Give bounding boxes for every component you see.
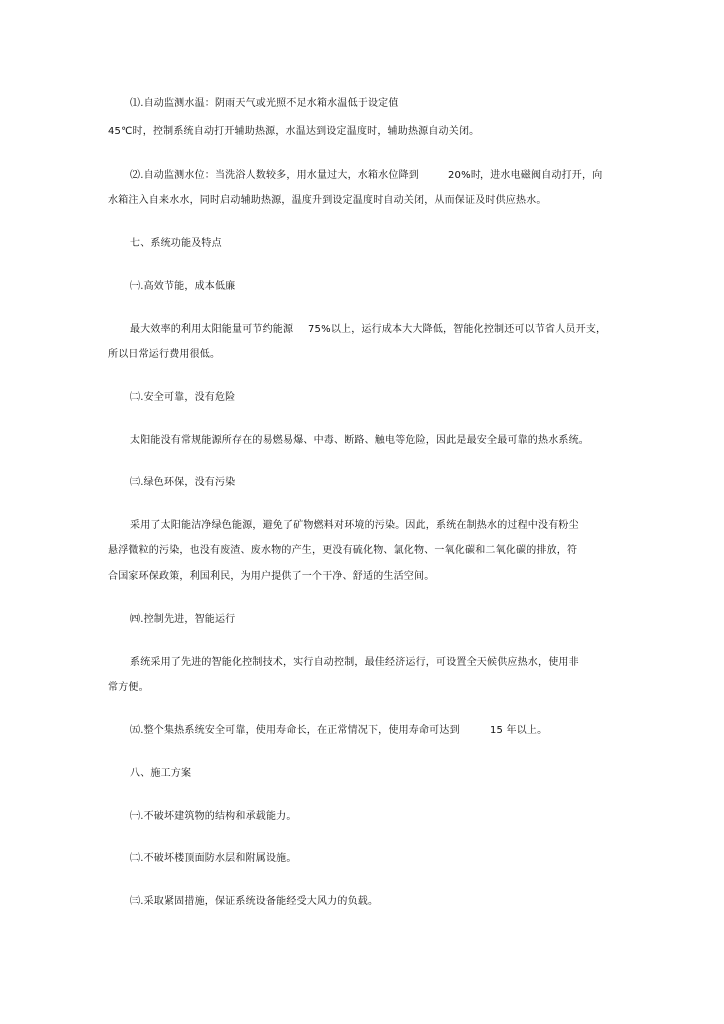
paragraph-water-level-line2: 水箱注入自来水水，同时启动辅助热源，温度升到设定温度时自动关闭，从而保证及时供应热水。 [108, 195, 547, 206]
section-7-item-3-line2: 悬浮微粒的污染，也没有废渣、废水物的产生，更没有硫化物、氯化物、一氧化碳和二氧化碳的排放，符 [108, 545, 578, 556]
section-7-item-3-line1: 采用了太阳能洁净绿色能源，避免了矿物燃料对环境的污染。因此，系统在制热水的过程中没有粉尘 [130, 520, 579, 531]
section-7-item-5-a: ㈤.整个集热系统安全可靠，使用寿命长，在正常情况下，使用寿命可达到 [130, 725, 460, 736]
paragraph-water-level-line1-b: 20%时 [448, 170, 482, 181]
section-7-item-2-title: ㈡.安全可靠，没有危险 [130, 392, 236, 403]
section-7-item-1-title: ㈠.高效节能，成本低廉 [130, 281, 236, 292]
section-7-item-4-line2: 常方便。 [108, 682, 149, 693]
section-7-item-5-b: 15 年以上。 [490, 725, 548, 736]
section-7-item-4-title: ㈣.控制先进，智能运行 [130, 614, 236, 625]
section-7-item-1-line2: 所以日常运行费用很低。 [108, 349, 221, 360]
section-7-item-4-line1: 系统采用了先进的智能化控制技术，实行自动控制，最佳经济运行，可设置全天候供应热水，使用非 [130, 657, 579, 668]
paragraph-water-level-line1-c: ，进水电磁阀自动打开，向 [480, 170, 603, 181]
section-8-title: 八、施工方案 [130, 768, 192, 779]
section-8-item-1: ㈠.不破坏建筑物的结构和承载能力。 [130, 811, 297, 822]
paragraph-water-level-line1-a: ⑵.自动监测水位：当洗浴人数较多，用水量过大，水箱水位降到 [130, 170, 419, 181]
section-8-item-3: ㈢.采取紧固措施，保证系统设备能经受大风力的负载。 [130, 896, 379, 907]
paragraph-water-temp-line2: 45℃时，控制系统自动打开辅助热源，水温达到设定温度时，辅助热源自动关闭。 [108, 126, 480, 137]
section-7-item-3-title: ㈢.绿色环保，没有污染 [130, 477, 236, 488]
section-8-item-2: ㈡.不破坏楼顶面防水层和附属设施。 [130, 853, 297, 864]
paragraph-water-temp-line1: ⑴.自动监测水温：阴雨天气或光照不足水箱水温低于设定值 [130, 98, 399, 109]
section-7-item-1-line1-b: 75%以上，运行成本大大降低，智能化控制还可以节省人员开支， [308, 324, 607, 335]
section-7-item-2-line1: 太阳能没有常规能源所存在的易燃易爆、中毒、断路、触电等危险，因此是最安全最可靠的热水系统。 [130, 435, 589, 446]
section-7-item-3-line3: 合国家环保政策，利国利民，为用户提供了一个干净、舒适的生活空间。 [108, 571, 435, 582]
section-7-title: 七、系统功能及特点 [130, 238, 222, 249]
section-7-item-1-line1-a: 最大效率的利用太阳能量可节约能源 [130, 324, 294, 335]
